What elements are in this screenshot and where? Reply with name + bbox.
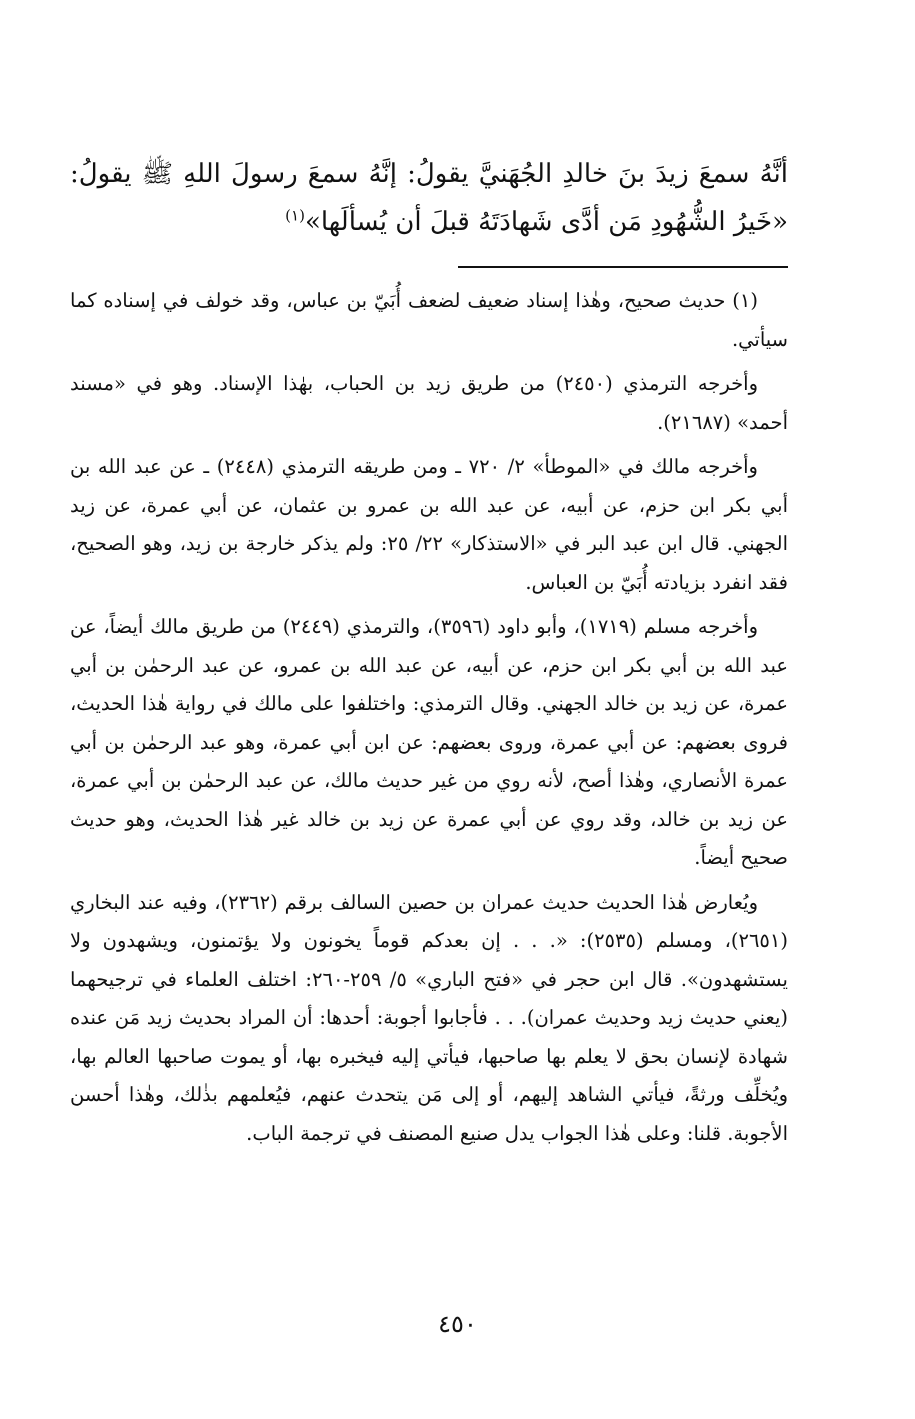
hadith-body: أنَّهُ سمعَ زيدَ بنَ خالدِ الجُهَنيَّ يقولُ: إنَّهُ سمعَ رسولَ اللهِ ﷺ يقولُ: «خَيرُ الشُّهُودِ مَن أدَّى شَهادَتَهُ قبلَ أن يُسألَها» — [70, 159, 788, 237]
hadith-text — [70, 150, 788, 246]
footnotes — [70, 282, 788, 1153]
page-content — [70, 150, 788, 1159]
footnote-marker: (١) — [285, 206, 305, 225]
page-number: ٤٥٠ — [438, 1310, 477, 1338]
footnote-paragraph: وأخرجه مسلم (١٧١٩)، وأبو داود (٣٥٩٦)، والترمذي (٢٤٤٩) من طريق مالك أيضاً، عن عبد الله بن أبي بكر ابن حزم، عن أبيه، عن عبد الله بن عمرو، عن عبد الرحمٰن بن أبي عمرة، عن زيد بن خالد الجهني. وقال الترمذي: واختلفوا على مالك في رواية هٰذا الحديث، فروى بعضهم: عن أبي عمرة، وروى بعضهم: عن ابن أبي عمرة، وهو عبد الرحمٰن بن أبي عمرة الأنصاري، وهٰذا أصح، لأنه روي من غير حديث مالك، عن عبد الرحمٰن بن أبي عمرة، عن زيد بن خالد، وقد روي عن أبي عمرة عن زيد بن خالد غير هٰذا الحديث، وهو حديث صحيح أيضاً. — [70, 615, 788, 869]
footnote-paragraph: وأخرجه مالك في «الموطأ» ٢/ ٧٢٠ ـ ومن طريقه الترمذي (٢٤٤٨) ـ عن عبد الله بن أبي بكر ابن حزم، عن أبيه، عن عبد الله بن عمرو بن عثمان، عن أبي عمرة، عن زيد الجهني. قال ابن عبد البر في «الاستذكار» ٢٢/ ٢٥: ولم يذكر خارجة بن زيد، وهو الصحيح، فقد انفرد بزيادته أُبَيّ بن العباس. — [70, 455, 788, 594]
footnote-separator — [458, 266, 788, 268]
footnote-paragraph: وأخرجه الترمذي (٢٤٥٠) من طريق زيد بن الحباب، بهٰذا الإسناد. وهو في «مسند أحمد» (٢١٦٨٧). — [70, 372, 788, 434]
footnote-paragraph: ويُعارض هٰذا الحديث حديث عمران بن حصين السالف برقم (٢٣٦٢)، وفيه عند البخاري (٢٦٥١)، ومسلم (٢٥٣٥): «. . . إن بعدكم قوماً يخونون ولا يؤتمنون، ويشهدون ولا يستشهدون». قال ابن حجر في «فتح الباري» ٥/ ٢٥٩-٢٦٠: اختلف العلماء في ترجيحهما (يعني حديث زيد وحديث عمران). . . فأجابوا أجوبة: أحدها: أن المراد بحديث زيد مَن عنده شهادة لإنسان بحق لا يعلم بها صاحبها، فيأتي إليه فيخبره بها، أو يموت صاحبها العالم بها، ويُخلِّف ورثةً، فيأتي الشاهد إليهم، أو إلى مَن يتحدث عنهم، فيُعلمهم بذٰلك، وهٰذا أحسن الأجوبة. قلنا: وعلى هٰذا الجواب يدل صنيع المصنف في ترجمة الباب. — [70, 890, 788, 1145]
footnote-paragraph: (١) حديث صحيح، وهٰذا إسناد ضعيف لضعف أُبَيّ بن عباس، وقد خولف في إسناده كما سيأتي. — [70, 289, 788, 351]
